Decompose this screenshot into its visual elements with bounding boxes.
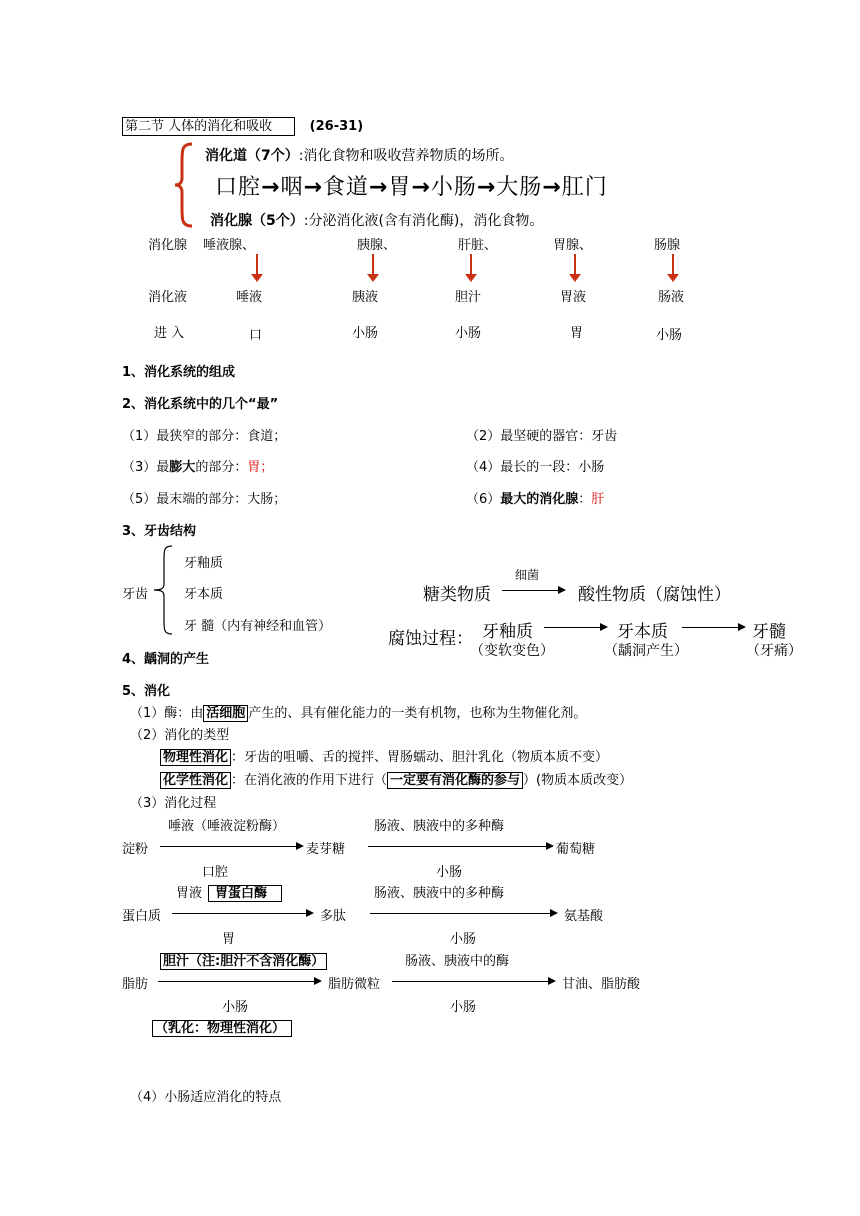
fat-end: 甘油、脂肪酸 <box>562 977 641 992</box>
types-title: （2）消化的类型 <box>130 728 230 743</box>
gland-liver: 肝脏、 <box>458 238 498 253</box>
superlative-item <box>122 425 286 444</box>
process-title: （3）消化过程 <box>130 796 217 811</box>
text-span: 牙齿 <box>591 429 618 444</box>
text-span: 大肠； <box>247 492 287 507</box>
juice-intestinal: 肠液 <box>658 290 685 305</box>
arrow-line <box>544 627 600 628</box>
arrow-line <box>682 627 738 628</box>
enzyme-def <box>130 702 586 721</box>
glands-label: 消化腺（5个） <box>210 213 304 229</box>
superlative-item <box>466 425 617 444</box>
arrow-line <box>172 913 306 914</box>
starch-site1: 口腔 <box>202 865 229 880</box>
text-span: 胃液 <box>176 886 203 901</box>
dest-small-intestine: 小肠 <box>656 328 683 343</box>
tract-organs <box>215 170 608 201</box>
row-label-enter: 进 入 <box>154 326 185 341</box>
text-span: （1） <box>130 706 165 721</box>
fat-enzyme1 <box>160 950 327 969</box>
arrow-line <box>502 590 558 591</box>
decay-stage: 牙髓 <box>752 622 786 642</box>
glands-line <box>210 210 543 230</box>
decay-note: （变软变色） <box>470 643 554 659</box>
row-label-juice: 消化液 <box>148 290 188 305</box>
arrow-icon: → <box>368 175 389 200</box>
text-span: 最大的消化腺 <box>500 492 579 507</box>
tract-label: 消化道（7个） <box>205 148 299 164</box>
text-span: 胆汁（注:胆汁不含消化酶） <box>160 953 327 970</box>
dest-mouth: 口 <box>249 328 263 343</box>
decay-sugar: 糖类物质 <box>423 585 491 605</box>
section-header <box>122 115 363 134</box>
text-span: ：在消化液的作用下进行（ <box>231 773 388 788</box>
text-span: 的部分： <box>195 460 248 475</box>
dest-small-intestine: 小肠 <box>455 326 482 341</box>
text-span: 产生的、具有催化能力的一类有机物，也称为生物催化剂。 <box>248 706 587 721</box>
starch-site2: 小肠 <box>436 865 463 880</box>
glands-desc: :分泌消化液(含有消化酶)，消化食物。 <box>303 213 544 229</box>
organ-stomach: 胃 <box>388 175 412 200</box>
text-span: ）(物质本质改变） <box>523 773 633 788</box>
decay-stage: 牙釉质 <box>482 622 533 642</box>
s4-title: 4、龋洞的产生 <box>122 652 210 667</box>
starch-end: 葡萄糖 <box>556 842 596 857</box>
physical-digestion <box>160 746 608 765</box>
down-arrow-icon <box>372 254 374 276</box>
protein-enzyme2: 肠液、胰液中的多种酶 <box>374 886 505 901</box>
arrow-icon <box>314 977 322 985</box>
chemical-digestion <box>160 769 632 788</box>
organ-esophagus: 食道 <box>322 175 369 200</box>
text-span: 最长的一段： <box>500 460 579 475</box>
arrow-icon: → <box>303 175 323 200</box>
row-label-gland: 消化腺 <box>148 238 188 253</box>
arrow-icon: → <box>542 175 562 200</box>
text-span: 最坚硬的器官： <box>500 429 592 444</box>
arrow-icon: → <box>476 175 497 200</box>
down-arrow-icon <box>672 254 674 276</box>
decay-process-label: 腐蚀过程： <box>388 629 473 649</box>
arrow-icon <box>306 909 314 917</box>
juice-pancreatic: 胰液 <box>352 290 379 305</box>
protein-end: 氨基酸 <box>564 909 604 924</box>
text-span: 物理性消化 <box>160 749 231 766</box>
text-span: 一定要有消化酶的参与 <box>387 772 523 789</box>
arrow-line <box>392 981 548 982</box>
tooth-part: 牙 髓（内有神经和血管） <box>184 619 332 634</box>
text-span: 小肠 <box>578 460 605 475</box>
text-span: （乳化：物理性消化） <box>152 1020 292 1037</box>
text-span: 酶：由 <box>164 706 204 721</box>
superlative-item <box>122 456 273 475</box>
down-arrow-icon <box>256 254 258 276</box>
protein-start: 蛋白质 <box>122 909 162 924</box>
fat-mid: 脂肪微粒 <box>328 977 381 992</box>
decay-note: （龋洞产生） <box>604 643 688 659</box>
text-span: （4） <box>466 460 501 475</box>
superlative-item <box>466 488 604 507</box>
organ-anus: 肛门 <box>561 175 608 200</box>
text-span: 食道； <box>247 429 287 444</box>
decay-note: （牙痛） <box>746 643 802 659</box>
s2-title: 2、消化系统中的几个“最” <box>122 397 279 412</box>
starch-mid: 麦芽糖 <box>306 842 346 857</box>
superlative-item <box>466 456 604 475</box>
arrow-line <box>370 913 550 914</box>
text-span: （2） <box>466 429 501 444</box>
text-span: 化学性消化 <box>160 772 231 789</box>
arrow-icon <box>550 909 558 917</box>
gland-intestinal: 肠腺 <box>654 238 681 253</box>
tooth-part: 牙釉质 <box>184 556 224 571</box>
arrow-line <box>158 981 314 982</box>
arrow-icon: → <box>261 175 281 200</box>
brace-icon <box>172 142 196 228</box>
arrow-line <box>160 846 296 847</box>
organ-pharynx: 咽 <box>280 175 304 200</box>
fat-site2: 小肠 <box>450 1000 477 1015</box>
arrow-icon <box>296 842 304 850</box>
juice-bile: 胆汁 <box>455 290 482 305</box>
text-span: 肝 <box>591 492 605 507</box>
text-span: 最末端的部分： <box>156 492 248 507</box>
text-span: （6） <box>466 492 501 507</box>
arrow-icon <box>558 586 566 594</box>
gland-salivary: 唾液腺、 <box>203 238 256 253</box>
decay-stage: 牙本质 <box>617 622 668 642</box>
decay-bacteria: 细菌 <box>515 568 540 582</box>
text-span: ： <box>578 492 592 507</box>
fat-site1: 小肠 <box>222 1000 249 1015</box>
fat-note <box>152 1017 292 1036</box>
s1-title: 1、消化系统的组成 <box>122 365 236 380</box>
page-range: (26-31) <box>309 119 364 134</box>
arrow-icon <box>600 623 608 631</box>
tooth-label: 牙齿 <box>122 587 149 602</box>
starch-enzyme2: 肠液、胰液中的多种酶 <box>374 819 505 834</box>
s5-title: 5、消化 <box>122 684 171 699</box>
text-span: 活细胞 <box>203 705 248 722</box>
s3-title: 3、牙齿结构 <box>122 524 197 539</box>
organ-mouth: 口腔 <box>215 175 262 200</box>
arrow-icon <box>738 623 746 631</box>
decay-acid: 酸性物质（腐蚀性） <box>578 585 731 605</box>
tooth-part: 牙本质 <box>184 587 224 602</box>
text-span: ：牙齿的咀嚼、舌的搅拌、胃肠蠕动、胆汁乳化（物质本质不变） <box>231 750 609 765</box>
juice-gastric: 胃液 <box>560 290 587 305</box>
protein-mid: 多肽 <box>320 909 347 924</box>
organ-small-intestine: 小肠 <box>430 175 477 200</box>
tract-desc: :消化食物和吸收营养物质的场所。 <box>298 148 514 164</box>
arrow-icon <box>546 842 554 850</box>
gland-pancreas: 胰腺、 <box>357 238 397 253</box>
protein-site1: 胃 <box>222 932 236 947</box>
fat-enzyme2: 肠液、胰液中的酶 <box>405 954 510 969</box>
organ-large-intestine: 大肠 <box>496 175 543 200</box>
tract-line <box>205 145 513 165</box>
section-title: 第二节 人体的消化和吸收 <box>122 117 295 136</box>
down-arrow-icon <box>574 254 576 276</box>
arrow-icon <box>548 977 556 985</box>
fat-start: 脂肪 <box>122 977 149 992</box>
brace-icon <box>152 544 176 636</box>
text-span: 胃蛋白酶 <box>208 885 282 902</box>
juice-saliva: 唾液 <box>236 290 263 305</box>
superlative-item <box>122 488 286 507</box>
text-span: 最 <box>156 460 170 475</box>
arrow-icon: → <box>411 175 431 200</box>
arrow-line <box>368 846 546 847</box>
starch-enzyme1: 唾液（唾液淀粉酶） <box>168 819 286 834</box>
text-span: （5） <box>122 492 157 507</box>
protein-site2: 小肠 <box>450 932 477 947</box>
protein-enzyme1 <box>176 882 282 901</box>
text-span: （1） <box>122 429 157 444</box>
down-arrow-icon <box>470 254 472 276</box>
text-span: 膨大 <box>169 460 196 475</box>
adapt-title: （4）小肠适应消化的特点 <box>130 1090 282 1105</box>
text-span: 胃； <box>247 460 274 475</box>
text-span: （3） <box>122 460 157 475</box>
starch-start: 淀粉 <box>122 842 149 857</box>
dest-stomach: 胃 <box>570 326 584 341</box>
dest-small-intestine: 小肠 <box>352 326 379 341</box>
gland-gastric: 胃腺、 <box>553 238 593 253</box>
text-span: 最狭窄的部分： <box>156 429 248 444</box>
